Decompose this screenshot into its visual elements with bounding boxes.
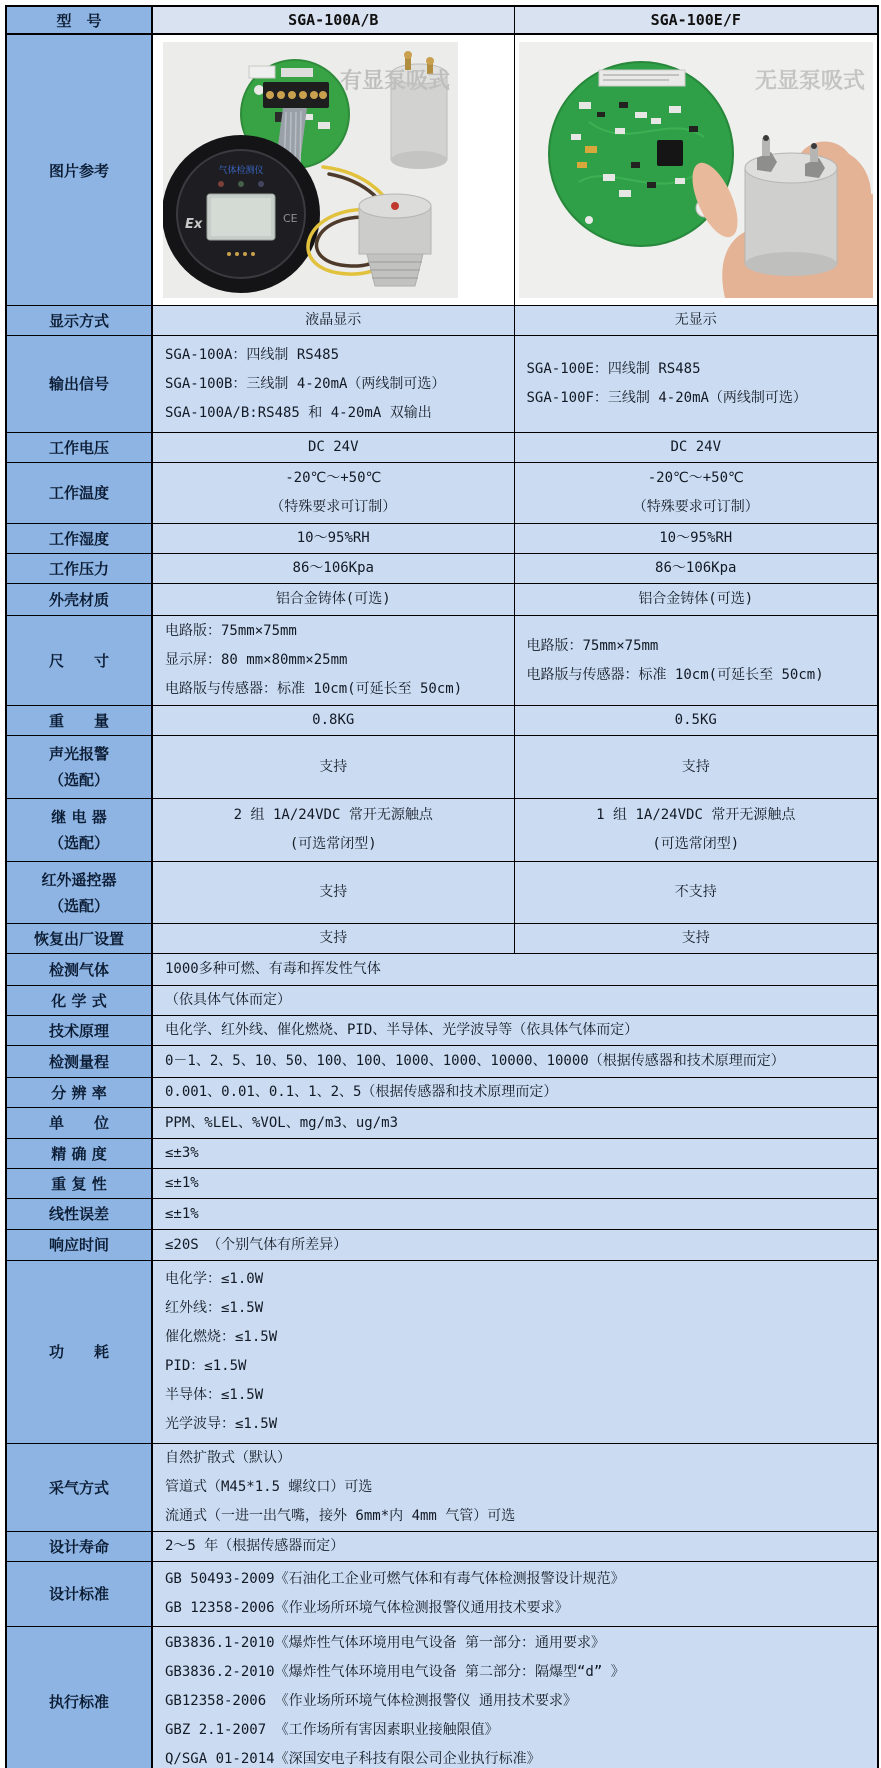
row-value: 无显示 (514, 306, 878, 336)
row-value: 电化学：≤1.0W 红外线：≤1.5W 催化燃烧：≤1.5W PID：≤1.5W 半导体：≤1.5W 光学波导：≤1.5W (152, 1261, 878, 1444)
spec-row (6, 1199, 878, 1230)
pcb-board-icon (549, 62, 733, 246)
spec-row (6, 1444, 878, 1532)
row-value: DC 24V (514, 433, 878, 463)
spec-row (6, 799, 878, 862)
product-photo-b (519, 42, 873, 298)
spec-row (6, 1169, 878, 1199)
spec-row (6, 1016, 878, 1046)
model-a-header: SGA-100A/B (152, 6, 514, 34)
row-label: 采气方式 (6, 1444, 152, 1532)
spec-row (6, 1139, 878, 1169)
row-value: 支持 (152, 736, 514, 799)
row-label: 重 量 (6, 706, 152, 736)
row-value: 10～95%RH (514, 524, 878, 554)
row-label: 技术原理 (6, 1016, 152, 1046)
row-value: 2 组 1A/24VDC 常开无源触点 (可选常闭型) (152, 799, 514, 862)
spec-row (6, 433, 878, 463)
row-value: 电路版：75mm×75mm 电路版与传感器：标准 10cm(可延长至 50cm) (514, 616, 878, 706)
row-label: 继 电 器 （选配） (6, 799, 152, 862)
photo-row (6, 34, 878, 306)
photo-row-label: 图片参考 (6, 34, 152, 306)
row-value: SGA-100E：四线制 RS485 SGA-100F：三线制 4-20mA（两线制可选） (514, 336, 878, 433)
row-value: （依具体气体而定） (152, 986, 878, 1016)
row-value: 0.8KG (152, 706, 514, 736)
row-value: 支持 (514, 736, 878, 799)
header-row (6, 6, 878, 34)
row-value: 86～106Kpa (152, 554, 514, 584)
row-label: 单 位 (6, 1108, 152, 1139)
spec-row (6, 463, 878, 524)
spec-row (6, 554, 878, 584)
row-value: ≤±1% (152, 1169, 878, 1199)
row-value: 电化学、红外线、催化燃烧、PID、半导体、光学波导等（依具体气体而定） (152, 1016, 878, 1046)
row-label: 尺 寸 (6, 616, 152, 706)
spec-row (6, 336, 878, 433)
row-value: 1 组 1A/24VDC 常开无源触点 (可选常闭型) (514, 799, 878, 862)
row-value: 液晶显示 (152, 306, 514, 336)
watermark-right: 无显泵吸式 (754, 69, 865, 94)
spec-row (6, 986, 878, 1016)
row-value: 不支持 (514, 862, 878, 924)
spec-row (6, 1562, 878, 1627)
spec-row (6, 1108, 878, 1139)
row-label: 工作电压 (6, 433, 152, 463)
spec-row (6, 1046, 878, 1078)
row-value: 0.001、0.01、0.1、1、2、5（根据传感器和技术原理而定） (152, 1078, 878, 1108)
detector-head-icon (163, 135, 320, 293)
spec-row (6, 1627, 878, 1768)
row-value: 铝合金铸体(可选) (514, 584, 878, 616)
row-value: PPM、%LEL、%VOL、mg/m3、ug/m3 (152, 1108, 878, 1139)
spec-row (6, 524, 878, 554)
spec-row (6, 1532, 878, 1562)
spec-row (6, 706, 878, 736)
row-label: 线性误差 (6, 1199, 152, 1230)
row-label: 重 复 性 (6, 1169, 152, 1199)
spec-row (6, 924, 878, 954)
row-label: 外壳材质 (6, 584, 152, 616)
row-value: ≤±1% (152, 1199, 878, 1230)
spec-row (6, 1230, 878, 1261)
spec-rows (6, 306, 878, 1768)
ex-mark: Ex (185, 217, 203, 232)
row-value: 0.5KG (514, 706, 878, 736)
row-value: GB3836.1-2010《爆炸性气体环境用电气设备 第一部分：通用要求》 GB3836.2-2010《爆炸性气体环境用电气设备 第二部分：隔爆型“d” 》 GB12358-2006 《作业场所环境气体检测报警仪 通用技术要求》 GBZ 2.1-2007 《工作场所有害因素职业接触限值》 Q/SGA 01-2014《深国安电子科技有限公司企业执行标准》 (152, 1627, 878, 1768)
row-label: 精 确 度 (6, 1139, 152, 1169)
row-value: 支持 (152, 862, 514, 924)
row-label: 工作压力 (6, 554, 152, 584)
row-value: -20℃～+50℃ （特殊要求可订制） (152, 463, 514, 524)
ce-mark: CE (283, 212, 298, 225)
row-value: ≤20S （个别气体有所差异） (152, 1230, 878, 1261)
row-value: 2～5 年（根据传感器而定） (152, 1532, 878, 1562)
product-photo-a (163, 42, 458, 298)
row-label: 设计标准 (6, 1562, 152, 1627)
row-value: 支持 (152, 924, 514, 954)
device-screen-title: 气体检测仪 (218, 166, 264, 176)
row-label: 设计寿命 (6, 1532, 152, 1562)
spec-row (6, 1078, 878, 1108)
model-b-header: SGA-100E/F (514, 6, 878, 34)
row-value: 支持 (514, 924, 878, 954)
row-label: 执行标准 (6, 1627, 152, 1768)
row-label: 检测气体 (6, 954, 152, 986)
row-value: DC 24V (152, 433, 514, 463)
row-label: 输出信号 (6, 336, 152, 433)
model-header-label: 型 号 (6, 6, 152, 34)
row-label: 响应时间 (6, 1230, 152, 1261)
row-value: 0－1、2、5、10、50、100、100、1000、1000、10000、10000（根据传感器和技术原理而定） (152, 1046, 878, 1078)
row-value: 自然扩散式（默认） 管道式（M45*1.5 螺纹口）可选 流通式（一进一出气嘴，接外 6mm*内 4mm 气管）可选 (152, 1444, 878, 1532)
spec-row (6, 584, 878, 616)
spec-table (5, 5, 879, 1768)
row-value: 1000多种可燃、有毒和挥发性气体 (152, 954, 878, 986)
row-label: 功 耗 (6, 1261, 152, 1444)
row-label: 工作湿度 (6, 524, 152, 554)
row-value: ≤±3% (152, 1139, 878, 1169)
row-value: 铝合金铸体(可选) (152, 584, 514, 616)
row-label: 显示方式 (6, 306, 152, 336)
spec-row (6, 954, 878, 986)
row-label: 红外遥控器 （选配） (6, 862, 152, 924)
row-label: 工作温度 (6, 463, 152, 524)
row-value: 86～106Kpa (514, 554, 878, 584)
row-value: SGA-100A：四线制 RS485 SGA-100B：三线制 4-20mA（两线制可选） SGA-100A/B:RS485 和 4-20mA 双输出 (152, 336, 514, 433)
watermark-left: 有显泵吸式 (339, 69, 450, 94)
row-value: 电路版：75mm×75mm 显示屏：80 mm×80mm×25mm 电路版与传感器：标准 10cm(可延长至 50cm) (152, 616, 514, 706)
photo-cell-a (152, 34, 514, 306)
row-value: GB 50493-2009《石油化工企业可燃气体和有毒气体检测报警设计规范》 GB 12358-2006《作业场所环境气体检测报警仪通用技术要求》 (152, 1562, 878, 1627)
row-label: 检测量程 (6, 1046, 152, 1078)
photo-cell-b (514, 34, 878, 306)
row-label: 分 辨 率 (6, 1078, 152, 1108)
row-label: 恢复出厂设置 (6, 924, 152, 954)
spec-row (6, 616, 878, 706)
spec-row (6, 862, 878, 924)
row-value: 10～95%RH (152, 524, 514, 554)
spec-row (6, 736, 878, 799)
spec-row (6, 306, 878, 336)
row-label: 化 学 式 (6, 986, 152, 1016)
spec-row (6, 1261, 878, 1444)
row-label: 声光报警 （选配） (6, 736, 152, 799)
row-value: -20℃～+50℃ （特殊要求可订制） (514, 463, 878, 524)
